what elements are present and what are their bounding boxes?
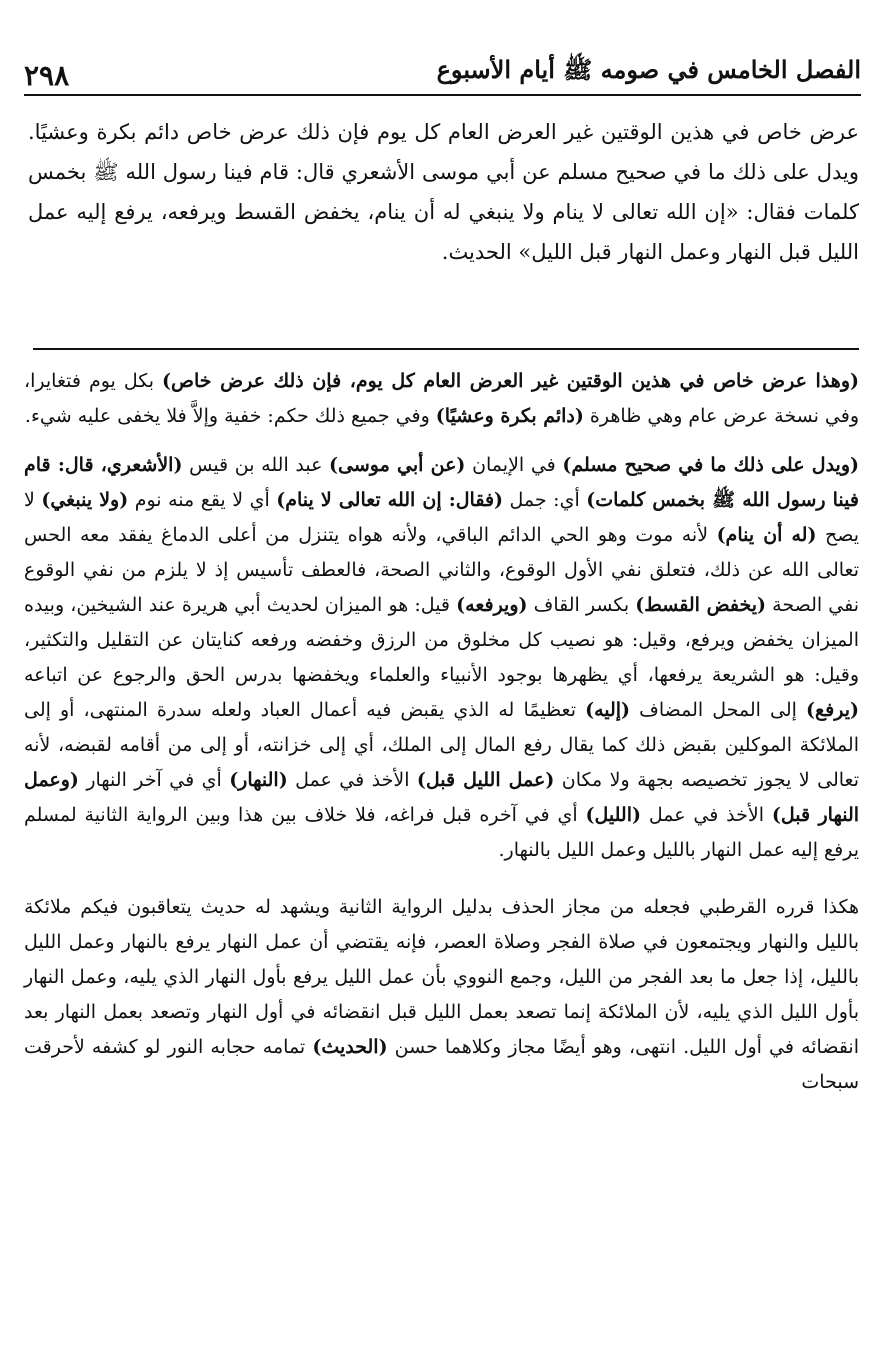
page-number: ٢٩٨: [24, 59, 70, 92]
commentary-text: هكذا قرره القرطبي فجعله من مجاز الحذف بدليل الرواية الثانية ويشهد له حديث يتعاقبون فيكم ملائكة بالليل والنهار ويجتمعون في صلاة الفجر وصلاة العصر، فإنه يقتضي أن عمل النهار يرفع بالنهار وعمل الليل بالليل، إذا جعل ما بعد الفجر من الليل، وجمع النووي بأن عمل الليل يرفع بأول النهار الذي يليه، وعمل النهار بأول الليل الذي يليه، لأن الملائكة إنما تصعد بعمل الليل قبل انقضائه في أول النهار وتصعد بعمل النهار بعد انقضائه في أول الليل. انتهى، وهو أيضًا مجاز وكلاهما حسن: [24, 896, 860, 1058]
quoted-matn: (يخفض القسط): [635, 594, 767, 616]
commentary-text: إلى المحل المضاف: [630, 699, 807, 721]
page-header: [24, 48, 861, 96]
main-text: [28, 112, 859, 272]
chapter-title: الفصل الخامس في صومه ﷺ أيام الأسبوع: [436, 55, 861, 84]
quoted-matn: (الليل): [585, 804, 641, 826]
quoted-matn: (له أن ينام): [716, 524, 817, 546]
quoted-matn: (وعمل النهار قبل): [24, 769, 860, 826]
quoted-matn: (عن أبي موسى): [329, 454, 466, 476]
quoted-matn: (ويدل على ذلك ما في صحيح مسلم): [562, 454, 860, 476]
commentary-text: في الإيمان: [465, 454, 563, 476]
commentary-text: أي: جمل: [503, 489, 587, 511]
commentary-text: وفي جميع ذلك حكم: خفية وإلاَّ فلا يخفى عليه شيء.: [24, 405, 436, 427]
commentary-text: بكسر القاف: [527, 594, 636, 616]
commentary-paragraph-3: [24, 890, 859, 1100]
commentary-text: الأخذ في عمل: [640, 804, 772, 826]
quoted-matn: (يرفع): [806, 699, 859, 721]
commentary-text: تمامه حجابه النور لو كشفه لأحرقت سبحات: [24, 1036, 859, 1093]
commentary-section: [24, 364, 859, 1100]
commentary-text: تعظيمًا له الذي يقبض فيه أعمال العباد ولعله سدرة المنتهى، أو إلى الملائكة الموكلين بقبض ذلك كما يقال رفع المال إلى الملك، أي إلى خزانته، أو إلى من أقامه لقبضه، لأنه تعالى لا يجوز تخصيصه بجهة ولا مكان: [24, 699, 859, 791]
quoted-matn: (ويرفعه): [456, 594, 528, 616]
commentary-text: لا يصح: [24, 489, 859, 546]
quoted-matn: (إليه): [585, 699, 631, 721]
commentary-text: قيل: هو الميزان لحديث أبي هريرة عند الشيخين، وبيده الميزان يخفض ويرفع، وقيل: هو نصيب كل مخلوق من الرزق وخفضه ورفعه كنايتان عن التقليل والتكثير، وقيل: هو الشريعة يرفعها، أي يظهرها بوجود الأنبياء والعلماء ويخفضها بدرس الحق والرجوع عن اتباعه: [24, 594, 859, 686]
quoted-matn: (عمل الليل قبل): [416, 769, 555, 791]
quoted-matn: (الحديث): [312, 1036, 388, 1058]
main-paragraph: عرض خاص في هذين الوقتين غير العرض العام كل يوم فإن ذلك عرض خاص دائم بكرة وعشيًا. ويدل على ذلك ما في صحيح مسلم عن أبي موسى الأشعري قال: قام فينا رسول الله ﷺ بخمس كلمات فقال: «إن الله تعالى لا ينام ولا ينبغي له أن ينام، يخفض القسط ويرفعه، يرفع إليه عمل الليل قبل النهار وعمل النهار قبل الليل» الحديث.: [28, 120, 859, 264]
quoted-matn: (فقال: إن الله تعالى لا ينام): [276, 489, 504, 511]
quoted-matn: (وهذا عرض خاص في هذين الوقتين غير العرض العام كل يوم، فإن ذلك عرض خاص): [162, 370, 859, 392]
commentary-text: عبد الله بن قيس: [182, 454, 330, 476]
quoted-matn: (النهار): [229, 769, 288, 791]
footnote-divider: [33, 348, 859, 350]
commentary-text: بكل يوم فتغايرا، وفي نسخة عرض عام وهي ظاهرة: [24, 370, 859, 427]
quoted-matn: (الأشعري، قال: قام فينا رسول الله ﷺ بخمس كلمات): [24, 454, 859, 511]
commentary-paragraph-1: [24, 364, 859, 434]
commentary-text: أي في آخر النهار: [78, 769, 230, 791]
commentary-text: الأخذ في عمل: [287, 769, 417, 791]
quoted-matn: (دائم بكرة وعشيًا): [435, 405, 584, 427]
commentary-text: أي في آخره قبل فراغه، فلا خلاف بين هذا وبين الرواية الثانية لمسلم يرفع إليه عمل النهار بالليل وعمل الليل بالنهار.: [24, 804, 859, 861]
commentary-paragraph-2: [24, 448, 859, 868]
commentary-text: لأنه موت وهو الحي الدائم الباقي، ولأنه هواه يتنزل من أعلى الدماغ يفقد معه الحس تعالى الله عن ذلك، فتعلق نفي الأول الوقوع، والثاني الصحة، فالعطف تأسيس إذ لا يلزم من نفي الوقوع نفي الصحة: [24, 524, 860, 616]
quoted-matn: (ولا ينبغي): [41, 489, 129, 511]
commentary-text: أي لا يقع منه نوم: [128, 489, 277, 511]
